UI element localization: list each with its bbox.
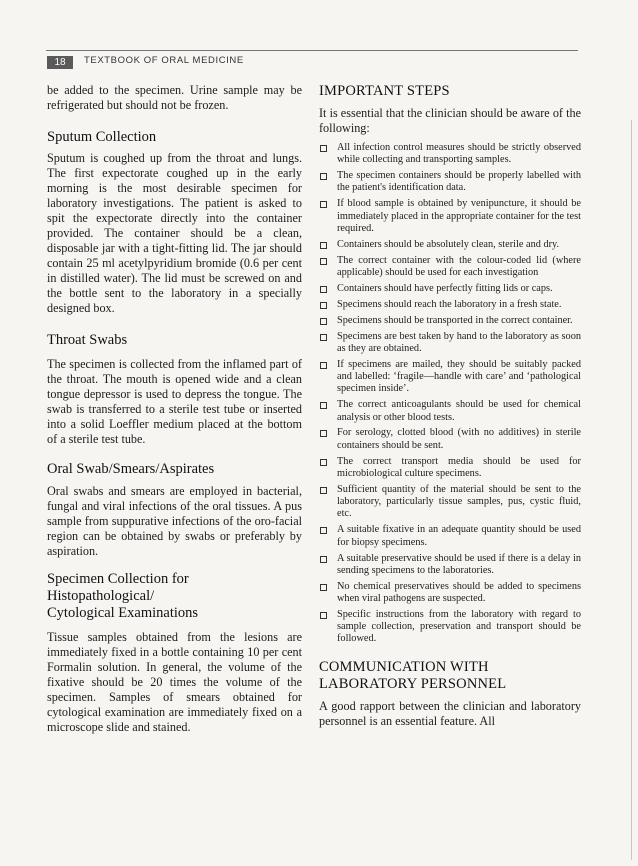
checkbox-bullet-icon [320, 201, 327, 208]
step-text: Containers should have perfectly fitting lids or caps. [337, 282, 553, 294]
step-text: The specimen containers should be properly labelled with the patient's identification data. [337, 170, 581, 194]
step-text: Specimens should reach the laboratory in a fresh state. [337, 298, 562, 310]
specimen-heading-line-3: Cytological Examinations [47, 605, 199, 621]
communication-heading-line-2: LABORATORY PERSONNEL [319, 675, 507, 692]
checkbox-bullet-icon [320, 173, 327, 180]
step-item [319, 399, 581, 424]
step-text: Containers should be absolutely clean, sterile and dry. [337, 238, 560, 250]
oral-paragraph: Oral swabs and smears are employed in bacterial, fungal and viral infections of the oral tissues. A pus sample from suppurative infections of the oro-facial region can be obtained by swabs or preferably by aspiration. [47, 484, 302, 558]
checkbox-bullet-icon [320, 487, 327, 494]
step-text: The correct container with the colour-coded lid (where applicable) should be used for each investigation [337, 254, 581, 279]
step-item [319, 484, 581, 521]
page-header [46, 50, 578, 70]
step-text: For serology, clotted blood (with no additives) in sterile containers should be sent. [337, 427, 581, 451]
step-text: A suitable fixative in an adequate quantity should be used for biopsy specimens. [337, 524, 581, 548]
checkbox-bullet-icon [320, 362, 327, 369]
checkbox-bullet-icon [320, 334, 327, 341]
sputum-paragraph: Sputum is coughed up from the throat and lungs. The first expectorate coughed up in the early morning is the most desirable specimen for laboratory investigations. The patient is asked to spit the expectorate directly into the container provided. The container should be a clean, disposable jar with a tight-fitting lid. The jar should contain 25 ml acetylpyridium bromide (0.6 per cent in distilled water). The lid must be screwed on and the bottle sent to the laboratory in a specially designed box. [47, 151, 302, 315]
step-item [319, 198, 581, 235]
step-text: Specific instructions from the laboratory with regard to sample collection, preservation and transport should be followed. [337, 608, 581, 645]
checkbox-bullet-icon [320, 302, 327, 309]
specimen-heading-line-2: Histopathological/ [47, 588, 155, 604]
communication-heading [319, 659, 581, 693]
step-text: All infection control measures should be strictly observed while collecting and transporting samples. [337, 142, 581, 166]
step-item [319, 315, 581, 327]
step-item [319, 283, 581, 295]
checkbox-bullet-icon [320, 527, 327, 534]
step-text: The correct anticoagulants should be used for chemical analysis or other blood tests. [337, 399, 581, 423]
step-item [319, 553, 581, 578]
step-item [319, 609, 581, 646]
page-number: 18 [47, 56, 73, 69]
specimen-heading-line-1: Specimen Collection for [47, 571, 189, 587]
step-item [319, 170, 581, 195]
checkbox-bullet-icon [320, 242, 327, 249]
right-column [319, 83, 581, 729]
important-intro: It is essential that the clinician should be aware of the following: [319, 106, 581, 135]
throat-heading: Throat Swabs [47, 332, 128, 348]
checkbox-bullet-icon [320, 612, 327, 619]
communication-heading-line-1: COMMUNICATION WITH [319, 658, 489, 675]
checkbox-bullet-icon [320, 258, 327, 265]
step-text: Specimens should be transported in the correct container. [337, 314, 573, 326]
checkbox-bullet-icon [320, 584, 327, 591]
intro-paragraph: be added to the specimen. Urine sample may be refrigerated but should not be frozen. [47, 83, 302, 112]
running-title: TEXTBOOK OF ORAL MEDICINE [84, 55, 244, 66]
checkbox-bullet-icon [320, 402, 327, 409]
step-item [319, 581, 581, 606]
checkbox-bullet-icon [320, 430, 327, 437]
step-item [319, 359, 581, 396]
specimen-paragraph: Tissue samples obtained from the lesions are immediately fixed in a bottle containing 10 per cent Formalin solution. In general, the volume of the fixative should be 20 times the volume of the specimen. Samples of smears obtained for cytological examination are immediately fixed on a microscope slide and stained. [47, 630, 302, 734]
step-text: The correct transport media should be used for microbiological culture specimens. [337, 455, 581, 479]
checkbox-bullet-icon [320, 459, 327, 466]
specimen-heading [47, 571, 302, 622]
checkbox-bullet-icon [320, 286, 327, 293]
step-item [319, 142, 581, 167]
step-item [319, 427, 581, 452]
step-item [319, 331, 581, 356]
step-item [319, 255, 581, 280]
step-text: If specimens are mailed, they should be suitably packed and labelled: ‘fragile—handle with care’ and ‘pathological specimen inside’. [337, 358, 581, 395]
communication-paragraph: A good rapport between the clinician and laboratory personnel is an essential feature. All [319, 698, 581, 728]
throat-paragraph: The specimen is collected from the inflamed part of the throat. The mouth is opened wide and a clean tongue depressor is used to depress the tongue. The swab is transferred to a sterile test tube or inserted into a solid Loeffler medium placed at the bottom of a sterile test tube. [47, 357, 302, 446]
step-text: If blood sample is obtained by venipuncture, it should be immediately placed in the appropriate container for the test required. [337, 198, 581, 234]
checkbox-bullet-icon [320, 556, 327, 563]
checkbox-bullet-icon [320, 318, 327, 325]
step-item [319, 456, 581, 481]
step-text: Sufficient quantity of the material should be sent to the laboratory, particularly tissue samples, pus, cystic fluid, etc. [337, 483, 581, 520]
page-edge-shadow [631, 120, 632, 860]
step-text: Specimens are best taken by hand to the laboratory as soon as they are obtained. [337, 330, 581, 354]
sputum-heading: Sputum Collection [47, 129, 157, 145]
left-column [47, 83, 302, 735]
step-item [319, 239, 581, 251]
steps-list [319, 142, 581, 646]
step-item [319, 299, 581, 311]
header-rule [46, 50, 578, 51]
step-text: A suitable preservative should be used if there is a delay in sending specimens to the laboratories. [337, 552, 581, 576]
checkbox-bullet-icon [320, 145, 327, 152]
oral-heading: Oral Swab/Smears/Aspirates [47, 461, 215, 477]
step-text: No chemical preservatives should be added to specimens when viral pathogens are suspected. [337, 580, 581, 604]
important-steps-heading: IMPORTANT STEPS [319, 83, 450, 99]
step-item [319, 524, 581, 549]
